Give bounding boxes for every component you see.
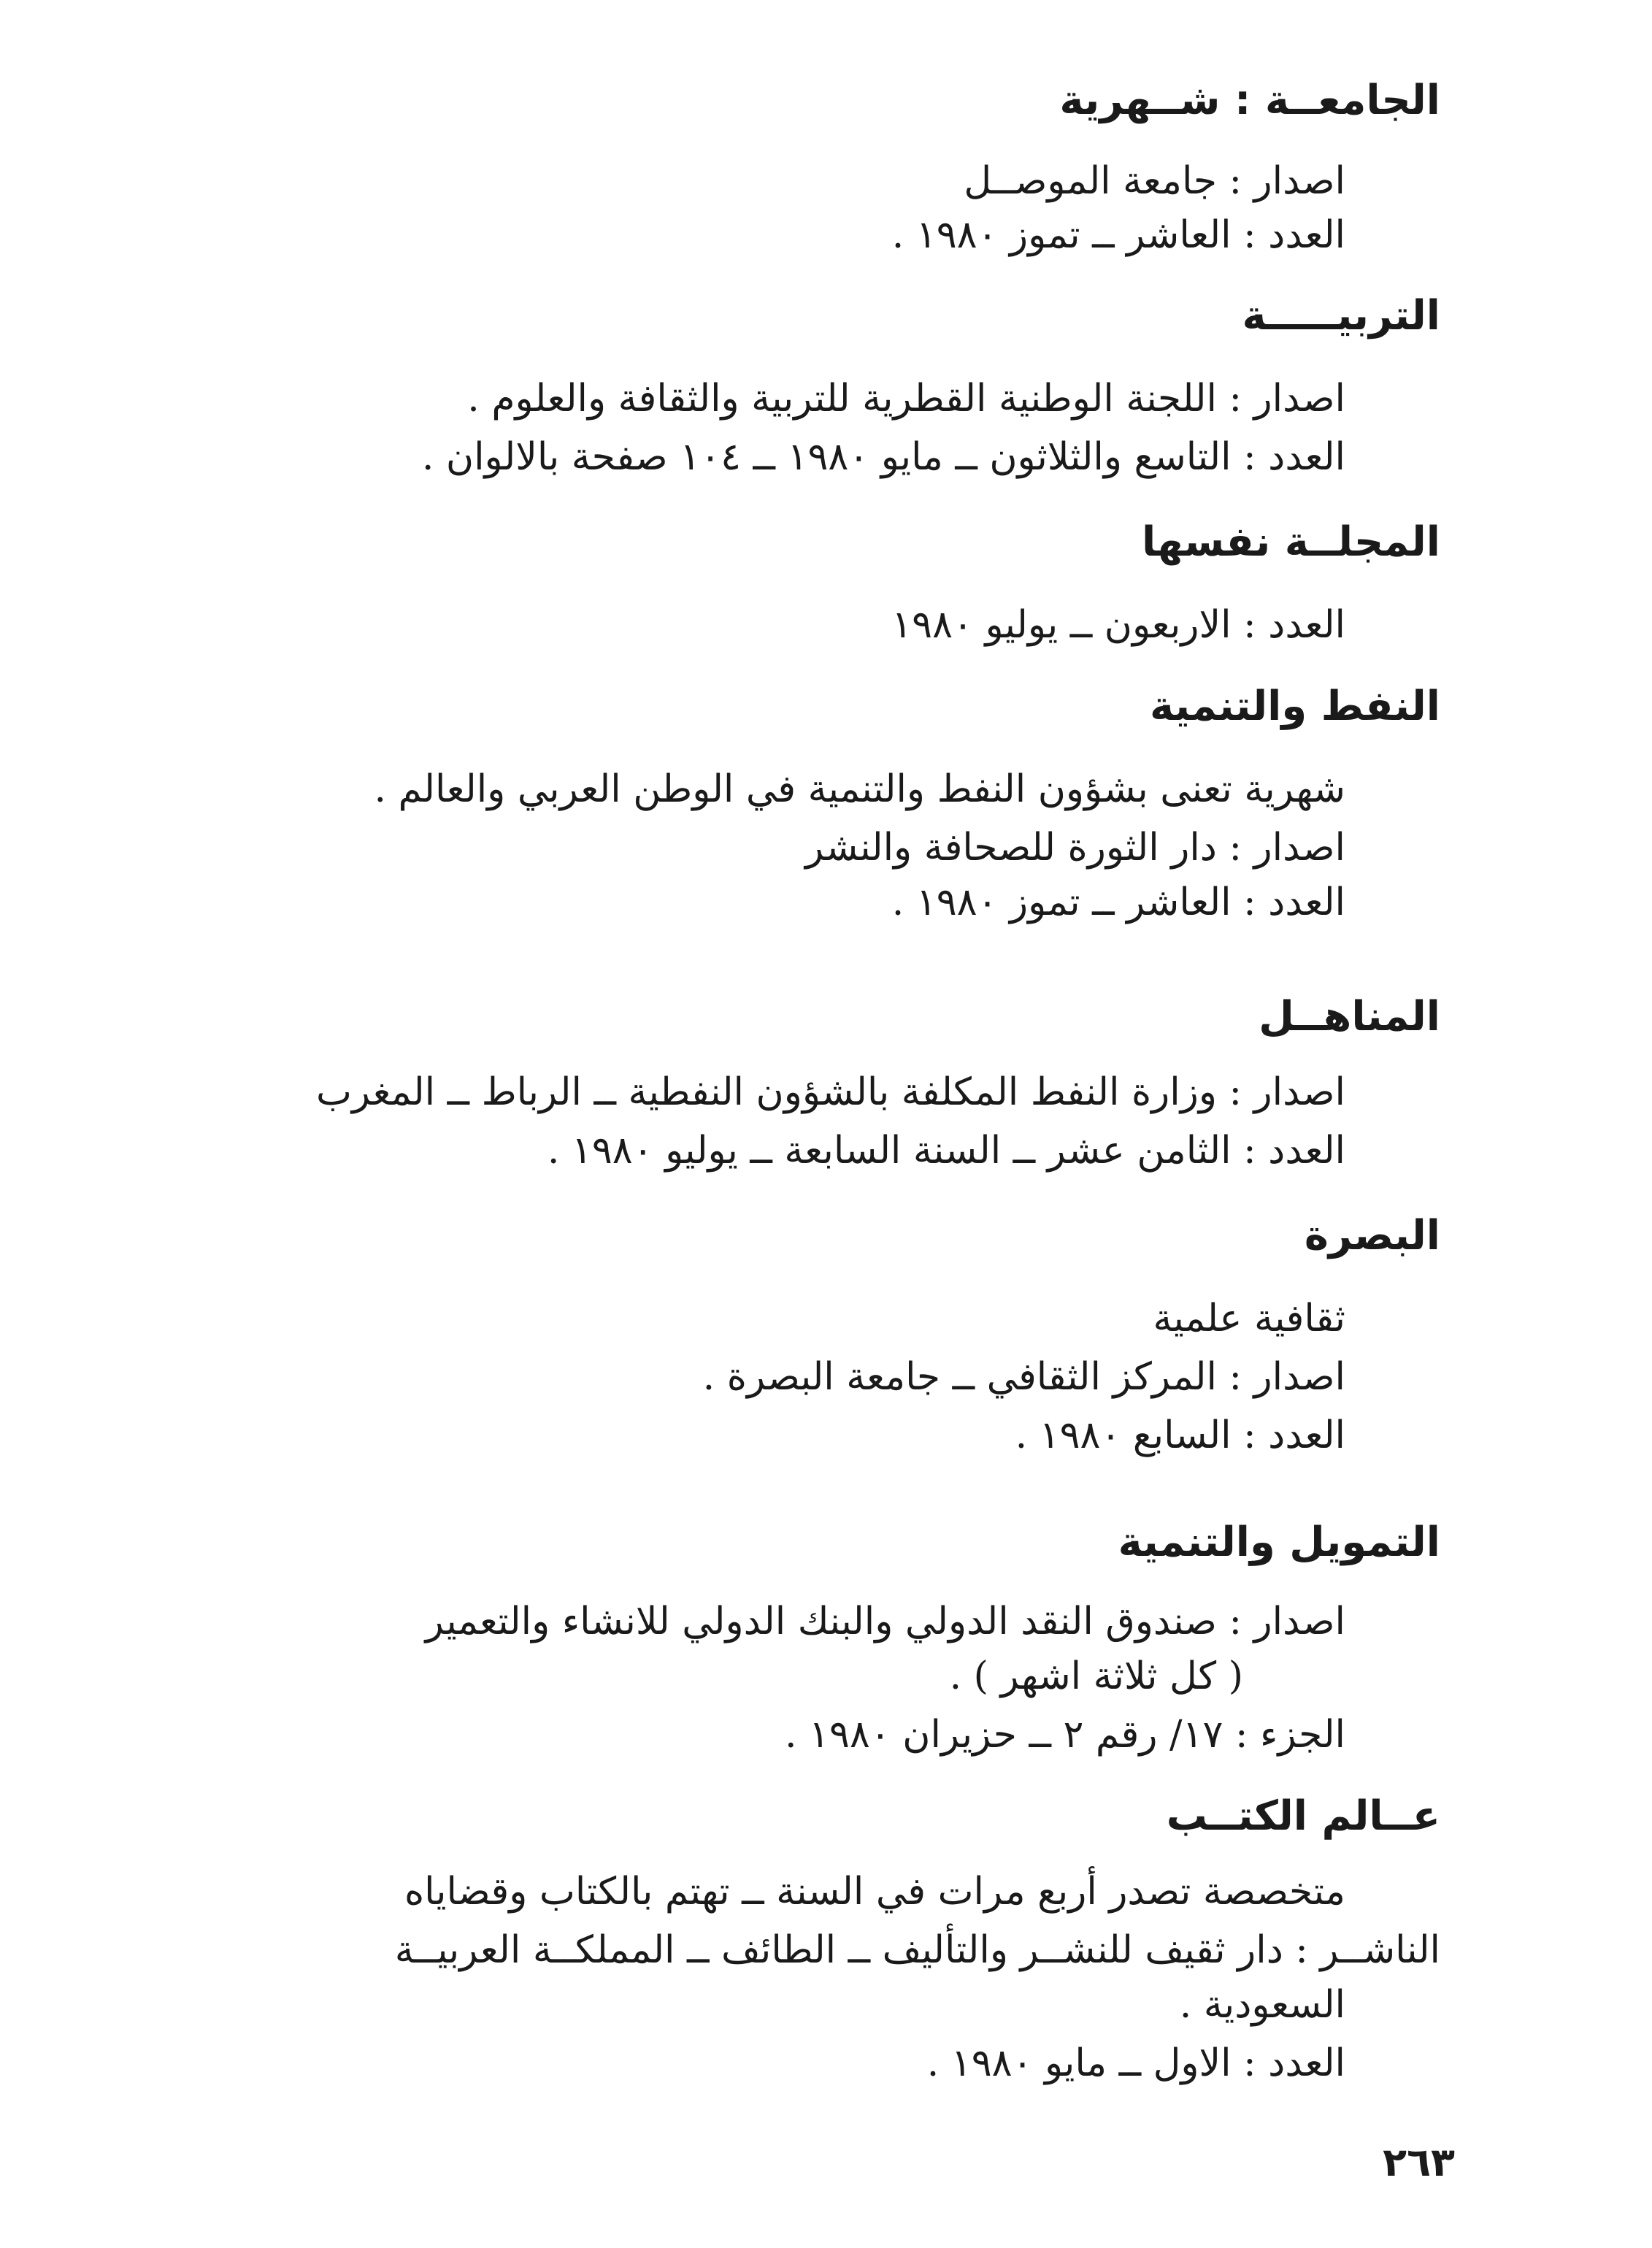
entry-title-al-manahil: المناهــل xyxy=(1259,993,1440,1040)
entry-line: الناشــر : دار ثقيف للنشــر والتأليف ــ الطائف ــ المملكــة العربيــة xyxy=(394,1928,1440,1972)
entry-line: العدد : التاسع والثلاثون ــ مايو ١٩٨٠ ــ ١٠٤ صفحة بالالوان . xyxy=(421,435,1345,479)
entry-title-oil-development: النفط والتنمية xyxy=(1150,683,1440,730)
entry-line: اصدار : وزارة النفط المكلفة بالشؤون النفطية ــ الرباط ــ المغرب xyxy=(315,1070,1345,1114)
entry-line: السعودية . xyxy=(1179,1983,1345,2027)
entry-title-alam-al-kutub: عــالم الكتــب xyxy=(1166,1792,1440,1840)
entry-line: العدد : العاشر ــ تموز ١٩٨٠ . xyxy=(891,881,1345,924)
page-number: ٢٦٣ xyxy=(1383,2139,1455,2185)
entry-line: ثقافية علمية xyxy=(1153,1297,1345,1340)
entry-line: متخصصة تصدر أربع مرات في السنة ــ تهتم بالكتاب وقضاياه xyxy=(404,1870,1345,1914)
entry-title-al-jamia: الجامعــة : شــهرية xyxy=(1059,77,1440,124)
entry-line: اصدار : دار الثورة للصحافة والنشر xyxy=(804,826,1345,870)
entry-line: العدد : الاربعون ــ يوليو ١٩٨٠ xyxy=(891,603,1345,647)
entry-line: اصدار : المركز الثقافي ــ جامعة البصرة . xyxy=(702,1355,1345,1399)
entry-title-al-basra: البصرة xyxy=(1304,1212,1440,1259)
entry-line: العدد : العاشر ــ تموز ١٩٨٠ . xyxy=(891,213,1345,257)
entry-title-al-majalla: المجلــة نفسها xyxy=(1141,518,1440,566)
entry-line: الجزء : ١٧/ رقم ٢ ــ حزيران ١٩٨٠ . xyxy=(784,1713,1345,1757)
entry-title-al-tarbiya: التربيـــــة xyxy=(1242,292,1440,339)
entry-title-finance-development: التمويل والتنمية xyxy=(1118,1519,1440,1566)
entry-line: العدد : السابع ١٩٨٠ . xyxy=(1015,1413,1345,1457)
entry-line: اصدار : صندوق النقد الدولي والبنك الدولي للانشاء والتعمير xyxy=(425,1600,1345,1643)
entry-line: اصدار : اللجنة الوطنية القطرية للتربية والثقافة والعلوم . xyxy=(467,377,1345,421)
entry-line: العدد : الاول ــ مايو ١٩٨٠ . xyxy=(926,2041,1345,2085)
entry-line: شهرية تعنى بشؤون النفط والتنمية في الوطن العربي والعالم . xyxy=(374,767,1345,811)
entry-line: العدد : الثامن عشر ــ السنة السابعة ــ يوليو ١٩٨٠ . xyxy=(547,1129,1345,1173)
entry-line: اصدار : جامعة الموصــل xyxy=(964,159,1345,203)
entry-line: ( كل ثلاثة اشهر ) . xyxy=(949,1654,1243,1698)
